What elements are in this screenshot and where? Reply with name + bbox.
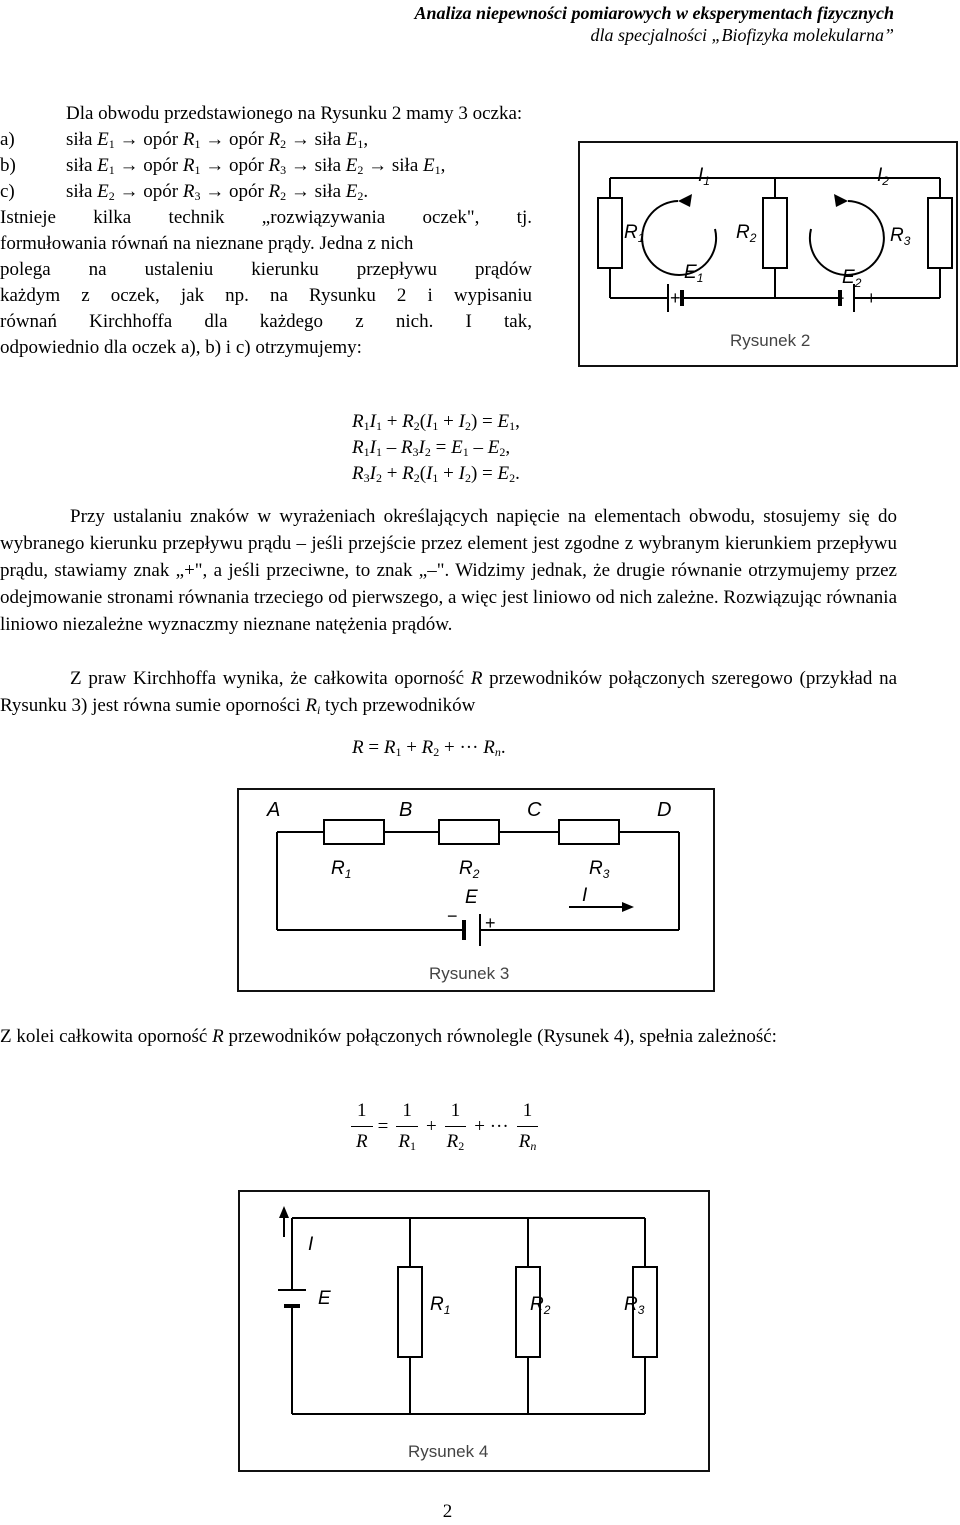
math-symbol: E [345,181,358,202]
numerator: 1 [351,1098,373,1127]
math-symbol: E [497,411,510,432]
symbol-r: R [470,668,483,689]
subscript: 1 [509,419,516,433]
equation-line [352,409,520,435]
fraction-rn [513,1098,543,1155]
node-a: A [267,799,281,821]
math-text: ( [419,411,427,432]
symbol-r: R [398,1131,410,1152]
math-text: ( [419,463,427,484]
label-r2: $R_2$ [459,858,480,881]
subscript: 2 [509,471,516,485]
subscript: n [530,1139,537,1153]
math-symbol: E [97,155,109,176]
running-header [415,2,895,46]
battery-minus: − [447,906,458,926]
subscript: 1 [194,163,201,177]
math-text: , [505,437,511,458]
subscript: 1 [363,445,370,459]
math-text: ) = [470,411,498,432]
text-span: przewodników połączonych szeregowo (przykład na Rysunku 3) jest równa sumie oporności [0,668,898,716]
figure-2 [578,141,958,367]
figure-3-caption: Rysunek 3 [429,964,510,983]
math-text: . [500,737,506,758]
denominator [513,1127,543,1155]
label-i: I [582,885,588,906]
math-symbol: R [352,463,364,484]
math-symbol: E [97,181,109,202]
label-e: E [318,1288,331,1309]
math-symbol: R [421,737,434,758]
e1-minus: − [700,288,711,308]
math-symbol: E [345,155,358,176]
label-i1: $I_1$ [698,165,710,188]
para-line: polega na ustaleniu kierunku przepływu prądów [0,259,532,280]
math-symbol: I [458,463,465,484]
loop-item [0,153,445,179]
r3-resistor [559,820,619,844]
label-r3: $R_3$ [890,225,911,248]
figure-2-circuit [580,143,956,365]
subscript: 1 [357,137,364,151]
math-text: → opór [200,181,269,202]
parallel-equation [346,1098,546,1155]
math-text: , [515,411,520,432]
subscript: 1 [194,137,201,151]
subscript: 2 [413,471,420,485]
label-r2: $R_2$ [736,222,757,245]
math-text: → opór [200,155,269,176]
loop-list [0,127,445,205]
subscript: 3 [412,445,419,459]
numerator: 1 [396,1098,418,1127]
math-text: + [438,411,459,432]
equation-line [352,461,520,487]
node-c: C [527,799,542,821]
figure-4-caption: Rysunek 4 [408,1442,489,1461]
series-paragraph [0,665,897,719]
subscript: 1 [108,137,115,151]
numerator: 1 [445,1098,467,1127]
math-symbol: R [352,437,364,458]
subscript: 2 [433,745,440,759]
subscript: 1 [432,419,439,433]
label-i: I [308,1234,314,1255]
subscript: 3 [363,471,370,485]
math-text: . [363,181,369,202]
math-text: siła [66,155,98,176]
math-text: → siła [363,155,424,176]
figure-4 [238,1190,710,1472]
label-e2: $E_2$ [842,267,862,290]
header-line2: dla specjalności „Biofizyka molekularna” [590,25,894,45]
e2-minus: − [834,288,845,308]
label-r1: $R_1$ [331,858,352,881]
text-span: przewodników połączonych równolegle (Rysunek 4), spełnia zależność: [223,1026,777,1047]
math-symbol: R [400,437,413,458]
math-text: + ··· [439,737,484,758]
math-text: – [468,437,488,458]
math-symbol: R [268,155,281,176]
math-text: – [381,437,401,458]
sign-rule-paragraph: Przy ustalaniu znaków w wyrażeniach określających napięcie na elementach obwodu, stosujemy się do wybranego kierunku przepływu prądu – jeśli przejście przez element jest zgodne z wybranym kierunkiem przepływu prądu, stawiamy znak „+", a jeśli przeciwne, to znak „–". Widzimy jednak, że drugie równanie otrzymujemy przez odejmowanie stronami równania trzeciego od pierwszego, a więc jest liniowo od nich zależne. Rozwiązując równania liniowo niezależne wyznaczmy nieznane natężenia prądów. [0,506,897,635]
text-span: tych przewodników [320,695,476,716]
r2-resistor [439,820,499,844]
math-text: + [401,737,422,758]
subscript: 1 [462,445,469,459]
subscript: n [494,745,501,759]
subscript: 1 [409,1139,416,1153]
math-symbol: E [345,129,358,150]
math-symbol: I [369,463,376,484]
subscript: 2 [464,471,471,485]
math-symbol: R [182,181,195,202]
technique-paragraph [0,205,532,361]
math-text: , [363,129,369,150]
subscript: 2 [357,189,364,203]
math-symbol: E [487,437,500,458]
loop-item [0,127,445,153]
math-text: → opór [114,129,183,150]
subscript: 2 [108,189,115,203]
math-text: + [438,463,459,484]
series-equation [352,735,506,761]
text-span: Z kolei całkowita oporność [0,1026,213,1047]
math-text: → opór [114,155,183,176]
math-text: = [430,437,452,458]
subscript: 2 [499,445,506,459]
label-r3: $R_3$ [624,1294,645,1317]
numerator: 1 [517,1098,539,1127]
math-symbol: I [418,437,425,458]
loop-label: a) [0,129,15,150]
parallel-paragraph [0,1023,897,1050]
subscript: 1 [363,419,370,433]
math-text: → siła [286,155,346,176]
math-symbol: R [383,737,396,758]
fraction-r1 [392,1098,422,1155]
fraction-r2 [441,1098,471,1155]
math-symbol: R [402,411,414,432]
denominator [392,1127,422,1155]
fraction-total [350,1098,374,1155]
r3-resistor [928,198,952,268]
loop-label: b) [0,155,16,176]
subscript: i [316,703,321,717]
subscript: 1 [395,745,402,759]
math-text: → opór [114,181,183,202]
label-r2: $R_2$ [530,1294,551,1317]
symbol-r: R [212,1026,224,1047]
math-text: + [381,463,403,484]
symbol-r: R [305,695,317,716]
math-symbol: E [497,463,510,484]
math-symbol: R [182,155,195,176]
loop-item [0,179,445,205]
math-text: → siła [286,181,346,202]
subscript: 1 [108,163,115,177]
subscript: 2 [424,445,431,459]
page-number: 2 [442,1501,453,1522]
i2-loop-arrow [810,201,884,275]
math-symbol: R [402,463,414,484]
para-line: odpowiednio dla oczek a), b) i c) otrzymujemy: [0,337,362,358]
node-d: D [657,799,672,821]
math-symbol: R [483,737,495,758]
math-symbol: R [268,129,281,150]
label-r3: $R_3$ [589,858,610,881]
math-text: , [440,155,446,176]
equation-line [352,435,520,461]
label-r1: $R_1$ [430,1294,451,1317]
subscript: 1 [375,445,382,459]
para-line: Istnieje kilka technik „rozwiązywania oczek", tj. [0,207,532,228]
para-line: równań Kirchhoffa dla każdego z nich. I tak, [0,311,532,332]
subscript: 1 [434,163,441,177]
node-b: B [399,799,413,821]
math-text: + [381,411,403,432]
kirchhoff-equations [352,409,520,487]
figure-2-caption: Rysunek 2 [730,331,811,350]
subscript: 2 [413,419,420,433]
math-symbol: R [182,129,195,150]
figure-4-circuit [240,1192,708,1470]
subscript: 2 [280,137,287,151]
figure-3 [237,788,715,992]
r1-resistor [398,1267,422,1357]
subscript: 2 [280,189,287,203]
denominator: R [356,1131,368,1152]
subscript: 3 [194,189,201,203]
r1-resistor [598,198,622,268]
para-line: każdym z oczek, jak np. na Rysunku 2 i wypisaniu [0,285,532,306]
subscript: 2 [464,419,471,433]
math-symbol: E [423,155,435,176]
subscript: 1 [375,419,382,433]
subscript: 2 [357,163,364,177]
plus-dots: + ··· [474,1115,509,1137]
e1-plus: + [670,288,681,308]
figure-3-circuit [239,790,713,990]
label-e: E [465,887,478,908]
math-symbol: R [352,737,364,758]
math-symbol: I [369,437,376,458]
math-symbol: I [458,411,465,432]
intro-text: Dla obwodu przedstawionego na Rysunku 2 mamy 3 oczka: [66,103,523,124]
text-span: Z praw Kirchhoffa wynika, że całkowita oporność [70,668,471,689]
i1-loop-arrow [642,201,716,275]
symbol-r: R [446,1131,459,1152]
math-text: siła [66,129,98,150]
math-symbol: I [369,411,376,432]
subscript: 2 [375,471,382,485]
subscript: 2 [458,1139,465,1153]
denominator [441,1127,471,1155]
equals-sign: = [377,1115,389,1137]
symbol-r: R [518,1131,531,1152]
math-symbol: E [451,437,463,458]
plus-sign: + [425,1115,437,1137]
math-text: → siła [286,129,346,150]
subscript: 1 [432,471,439,485]
r2-resistor [763,198,787,268]
math-symbol: R [352,411,364,432]
e2-plus: + [866,288,877,308]
label-i2: $I_2$ [877,165,889,188]
math-symbol: I [426,411,433,432]
r1-resistor [324,820,384,844]
subscript: 3 [280,163,287,177]
header-line1: Analiza niepewności pomiarowych w eksperymentach fizycznych [414,3,894,23]
label-e1: $E_1$ [684,262,704,285]
math-text: siła [66,181,98,202]
math-text: . [515,463,520,484]
para-line: formułowania równań na nieznane prądy. Jedna z nich [0,233,414,254]
math-symbol: R [268,181,281,202]
math-text: = [363,737,384,758]
loop-label: c) [0,181,15,202]
math-text: → opór [200,129,269,150]
battery-plus: + [485,913,496,933]
math-symbol: I [426,463,433,484]
label-r1: $R_1$ [624,222,645,245]
math-symbol: E [97,129,109,150]
math-text: ) = [470,463,498,484]
